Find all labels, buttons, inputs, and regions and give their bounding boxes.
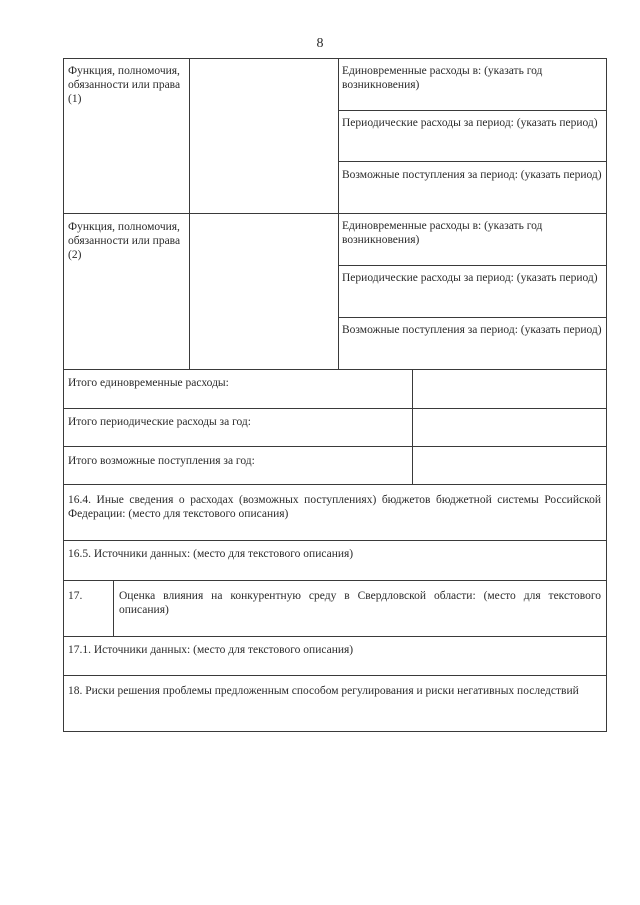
divider (338, 161, 607, 162)
function-row-one-time-2: Единовременные расходы в: (указать год возникновения) (342, 220, 543, 246)
divider (63, 675, 607, 676)
divider (338, 317, 607, 318)
divider (412, 369, 413, 484)
total-periodic: Итого периодические расходы за год: (68, 416, 251, 428)
section-16-5: 16.5. Источники данных: (место для текстового описания) (68, 548, 354, 560)
form-table (63, 58, 607, 732)
divider (63, 446, 607, 447)
function-row-periodic-2: Периодические расходы за период: (указать период) (342, 272, 598, 284)
function-label-1: Функция, полномочия, обязанности или права (1) (68, 65, 181, 105)
section-18: 18. Риски решения проблемы предложенным способом регулирования и риски негативных последствий (68, 685, 579, 697)
divider (338, 110, 607, 111)
page-number: 8 (316, 36, 324, 51)
section-17-text: Оценка влияния на конкурентную среду в Свердловской области: (место для текстового описания) (119, 590, 601, 616)
section-17-number: 17. (68, 590, 83, 602)
function-row-income-2: Возможные поступления за период: (указать период) (342, 324, 602, 336)
section-16-4: 16.4. Иные сведения о расходах (возможных поступлениях) бюджетов бюджетной системы Российской Федерации: (место для текстового описания) (68, 494, 601, 520)
function-row-income-1: Возможные поступления за период: (указать период) (342, 169, 602, 181)
total-income: Итого возможные поступления за год: (68, 455, 255, 467)
function-row-periodic-1: Периодические расходы за период: (указать период) (342, 117, 598, 129)
divider (63, 540, 607, 541)
divider (63, 580, 607, 581)
divider (113, 580, 114, 636)
function-label-2: Функция, полномочия, обязанности или права (2) (68, 221, 181, 261)
divider (338, 58, 339, 370)
function-row-one-time-1: Единовременные расходы в: (указать год возникновения) (342, 65, 543, 91)
section-17-1: 17.1. Источники данных: (место для текстового описания) (68, 644, 354, 656)
divider (63, 369, 607, 370)
divider (63, 484, 607, 485)
divider (189, 58, 190, 370)
divider (63, 636, 607, 637)
divider (338, 265, 607, 266)
divider (63, 213, 607, 214)
total-one-time: Итого единовременные расходы: (68, 377, 229, 389)
divider (63, 408, 607, 409)
